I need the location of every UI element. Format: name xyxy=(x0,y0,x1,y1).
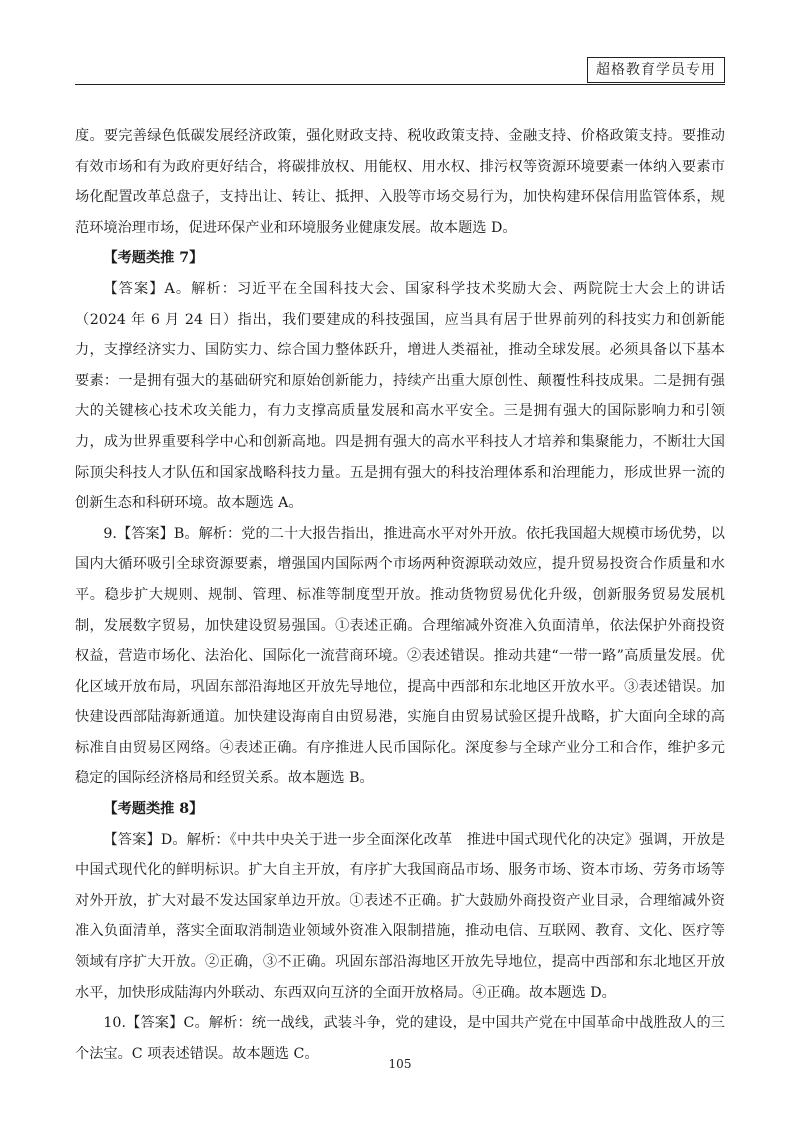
page-content xyxy=(75,121,725,1069)
section-heading-7: 【考题类推 7】 xyxy=(103,250,204,267)
page-number: 105 xyxy=(388,1057,412,1071)
answer-paragraph-8: 【答案】D。解析：《中共中央关于进一步全面深化改革 推进中国式现代化的决定》强调，开放是中国式现代化的鲜明标识。扩大自主开放，有序扩大我国商品市场、服务市场、资本市场、劳务市场等对外开放，扩大对最不发达国家单边开放。①表述不正确。扩大鼓励外商投资产业目录，合理缩减外资准入负面清单，落实全面取消制造业领域外资准入限制措施，推动电信、互联网、教育、文化、医疗等领域有序扩大开放。②正确，③不正确。巩固东部沿海地区开放先导地位，提高中西部和东北地区开放水平，加快形成陆海内外联动、东西双向互济的全面开放格局。④正确。故本题选 D。 xyxy=(75,831,725,1001)
section-heading-8: 【考题类推 8】 xyxy=(103,801,204,818)
header-label: 超格教育学员专用 xyxy=(587,57,725,83)
header-divider xyxy=(75,84,725,85)
answer-paragraph-7: 【答案】A。解析：习近平在全国科技大会、国家科学技术奖励大会、两院院士大会上的讲话（2024 年 6 月 24 日）指出，我们要建成的科技强国，应当具有居于世界前列的科技实力和创新能力，支撑经济实力、国防实力、综合国力整体跃升，增进人类福祉，推动全球发展。必须具备以下基本要素：一是拥有强大的基础研究和原始创新能力，持续产出重大原创性、颠覆性科技成果。二是拥有强大的关键核心技术攻关能力，有力支撑高质量发展和高水平安全。三是拥有强大的国际影响力和引领力，成为世界重要科学中心和创新高地。四是拥有强大的高水平科技人才培养和集聚能力，不断壮大国际顶尖科技人才队伍和国家战略科技力量。五是拥有强大的科技治理体系和治理能力，形成世界一流的创新生态和科研环境。故本题选 A。 xyxy=(75,280,725,512)
answer-paragraph-10: 10.【答案】C。解析：统一战线，武装斗争，党的建设，是中国共产党在中国革命中战胜敌人的三个法宝。C 项表述错误。故本题选 C。 xyxy=(75,1015,725,1062)
paragraph-continuation: 度。要完善绿色低碳发展经济政策，强化财政支持、税收政策支持、金融支持、价格政策支持。要推动有效市场和有为政府更好结合，将碳排放权、用能权、用水权、排污权等资源环境要素一体纳入要素市场化配置改革总盘子，支持出让、转让、抵押、入股等市场交易行为，加快构建环保信用监管体系，规范环境治理市场，促进环保产业和环境服务业健康发展。故本题选 D。 xyxy=(75,128,725,236)
answer-paragraph-9: 9.【答案】B。解析：党的二十大报告指出，推进高水平对外开放。依托我国超大规模市场优势，以国内大循环吸引全球资源要素，增强国内国际两个市场两种资源联动效应，提升贸易投资合作质量和水平。稳步扩大规则、规制、管理、标准等制度型开放。推动货物贸易优化升级，创新服务贸易发展机制，发展数字贸易，加快建设贸易强国。①表述正确。合理缩减外资准入负面清单，依法保护外商投资权益，营造市场化、法治化、国际化一流营商环境。②表述错误。推动共建“一带一路”高质量发展。优化区域开放布局，巩固东部沿海地区开放先导地位，提高中西部和东北地区开放水平。③表述错误。加快建设西部陆海新通道。加快建设海南自由贸易港，实施自由贸易试验区提升战略，扩大面向全球的高标准自由贸易区网络。④表述正确。有序推进人民币国际化。深度参与全球产业分工和合作，维护多元稳定的国际经济格局和经贸关系。故本题选 B。 xyxy=(75,525,725,787)
